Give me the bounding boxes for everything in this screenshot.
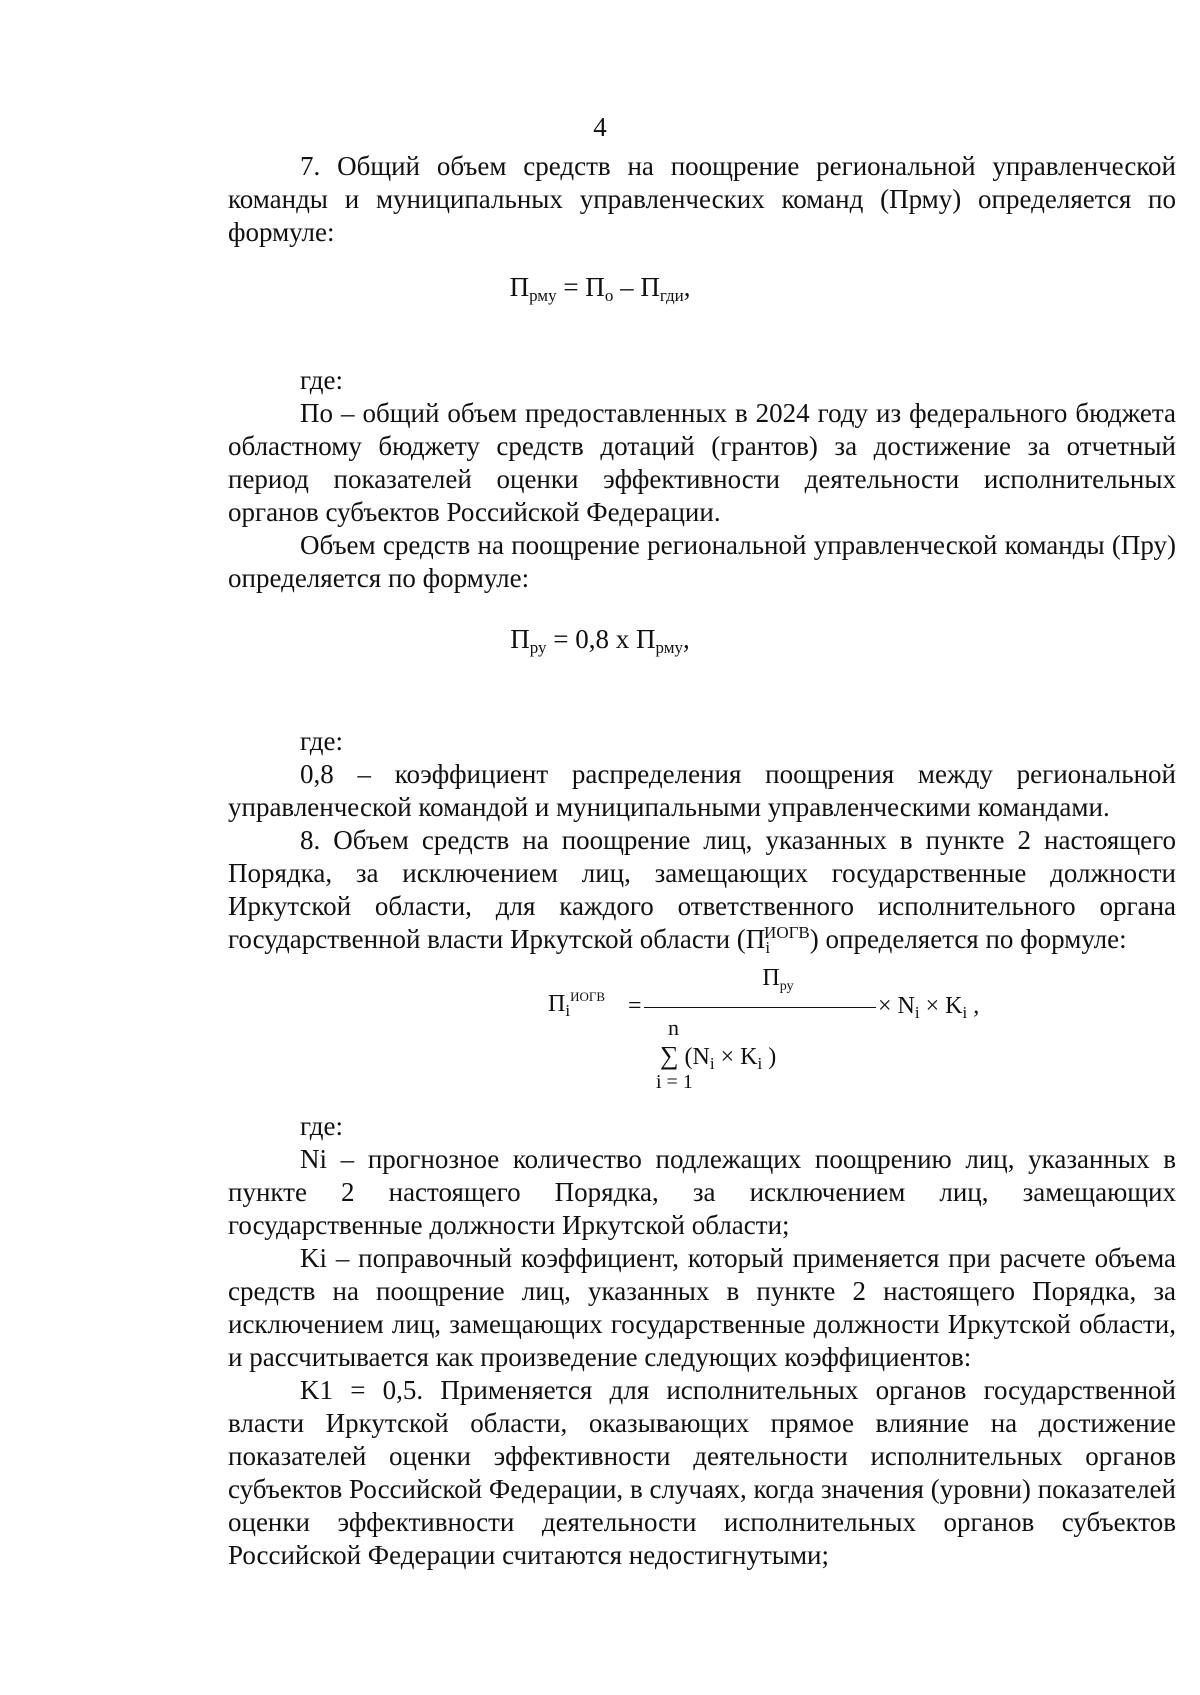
where-label-1: где: xyxy=(300,365,343,395)
ni-definition: Ni – прогнозное количество подлежащих поощрению лиц, указанных в пункте 2 настоящего Порядка, за исключением лиц, замещающих государственные должности Иркутской области; xyxy=(228,1144,1176,1240)
formula-equals: = xyxy=(628,993,642,1019)
pru-intro: Объем средств на поощрение региональной управленческой команды (Пру) определяется по формуле: xyxy=(228,530,1176,593)
sigma-symbol: ∑ xyxy=(660,1041,679,1070)
formula-pru: $П_{ру} = 0,8$ х $П_{рму}$, xyxy=(510,624,690,657)
sum-upper-limit: n xyxy=(668,1015,679,1040)
formula-piogv xyxy=(548,965,980,1093)
page-number: 4 xyxy=(593,112,607,142)
po-definition: По – общий объем предоставленных в 2024 году из федерального бюджета областному бюджету средств дотаций (грантов) за достижение за отчетный период показателей оценки эффективности деятельности исполнительных органов субъектов Российской Федерации. xyxy=(228,398,1176,527)
where-label-3: где: xyxy=(300,1111,343,1141)
formula-multipliers: × $N_i \times K_i$ , xyxy=(878,993,980,1022)
paragraph-8: 8. Объем средств на поощрение лиц, указанных в пункте 2 настоящего Порядка, за исключением лиц, замещающих государственные должности Иркутской области, для каждого ответственного исполнительного органа государственной власти Иркутской области $(П_i^{ИОГВ})$ определяется по формуле: xyxy=(228,825,1176,957)
formula-numerator: $П_{ру}$ xyxy=(762,965,794,994)
sum-lower-limit: i = 1 xyxy=(656,1071,693,1093)
fraction-line xyxy=(644,1007,876,1008)
coefficient-definition: 0,8 – коэффициент распределения поощрения между региональной управленческой командой и муниципальными управленческими командами. xyxy=(228,759,1176,822)
k1-definition: K1 = 0,5. Применяется для исполнительных органов государственной власти Иркутской области, оказывающих прямое влияние на достижение показателей оценки эффективности деятельности исполнительных органов субъектов Российской Федерации, в случаях, когда значения (уровни) показателей оценки эффективности деятельности исполнительных органов субъектов Российской Федерации считаются недостигнутыми; xyxy=(228,1375,1176,1570)
ki-definition: Ki – поправочный коэффициент, который применяется при расчете объема средств на поощрение лиц, указанных в пункте 2 настоящего Порядка, за исключением лиц, замещающих государственные должности Иркутской области, и рассчитывается как произведение следующих коэффициентов: xyxy=(228,1243,1176,1372)
formula-lhs: $П_i^{ИОГВ}$ xyxy=(548,989,606,1020)
where-label-2: где: xyxy=(300,726,343,756)
formula-denominator: ∑ ($N_i \times K_i$ ) xyxy=(660,1041,777,1073)
formula-prmu: $П_{рму} = П_о - П_{гди}$, xyxy=(509,272,691,305)
paragraph-7: 7. Общий объем средств на поощрение региональной управленческой команды и муниципальных управленческих команд (Прму) определяется по формуле: xyxy=(228,151,1176,247)
